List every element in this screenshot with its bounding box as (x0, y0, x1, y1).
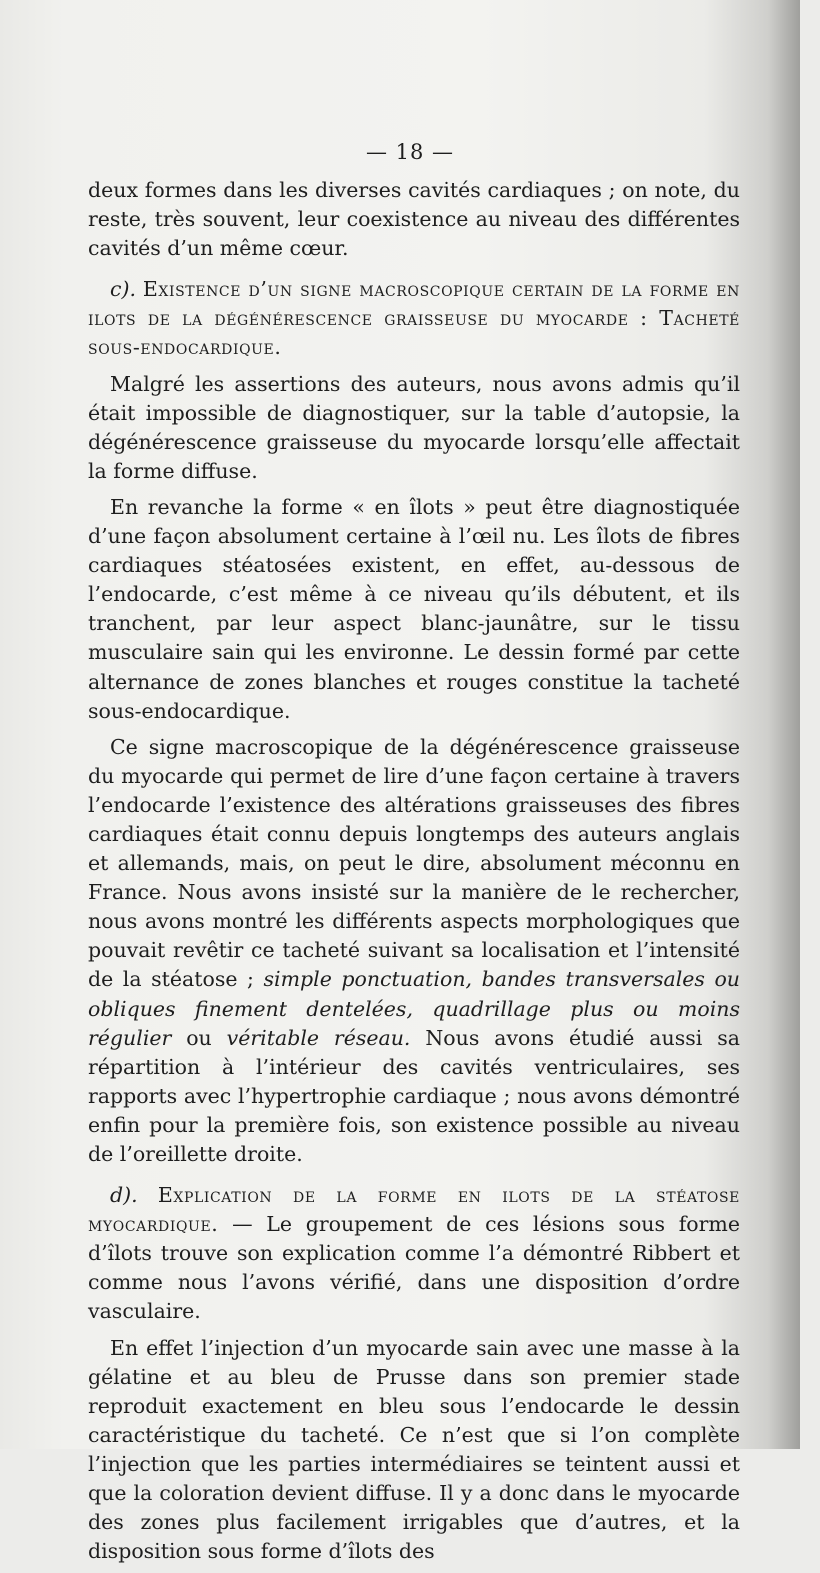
section-c-heading (88, 275, 740, 362)
paragraph-signe-italic-1: simple ponctuation, bandes transversales ou obliques finement dentelées, quadrillage plus ou moins régulier (88, 967, 740, 1050)
section-c-title: Existence d’un signe macroscopique certain de la forme en ilots de la dégénérescence graisseuse du myocarde : Tacheté sous-endocardique. (88, 277, 740, 360)
section-d-heading (88, 1181, 740, 1326)
paragraph-injection: En effet l’injection d’un myocarde sain avec une masse à la gélatine et au bleu de Prusse dans son premier stade reproduit exactement en bleu sous l’endocarde le dessin caractéristique du tacheté. Ce n’est que si l’on complète l’injection que les parties intermédiaires se teintent aussi et que la coloration devient diffuse. Il y a donc dans le myocarde des zones plus facilement irrigables que d’autres, et la disposition sous forme d’îlots des (88, 1335, 740, 1564)
paragraph-signe-text-a: Ce signe macroscopique de la dégénérescence graisseuse du myocarde qui permet de lire d’une façon certaine à travers l’endocarde l’existence des altérations graisseuses des fibres cardiaques était connu depuis longtemps des auteurs anglais et allemands, mais, on peut le dire, absolument méconnu en France. Nous avons insisté sur la manière de le rechercher, nous avons montré les différents aspects morphologiques que pouvait revêtir ce tacheté suivant sa localisation et l’intensité de la stéatose ; (88, 734, 740, 992)
paragraph-continuation: deux formes dans les diverses cavités cardiaques ; on note, du reste, très souvent, leur coexistence au niveau des différentes cavités d’un même cœur. (88, 178, 740, 261)
section-d-title: Explication de la forme en ilots de la stéatose myocardique. (88, 1183, 740, 1237)
page-number: — 18 — (365, 140, 455, 164)
section-d-text: — Le groupement de ces lésions sous forme d’îlots trouve son explication comme l’a démontré Ribbert et comme nous l’avons vérifié, dans une disposition d’ordre vasculaire. (88, 1212, 740, 1324)
body-text (88, 176, 740, 1573)
paragraph-diagnosis: Malgré les assertions des auteurs, nous avons admis qu’il était impossible de diagnostiquer, sur la table d’autopsie, la dégénérescence graisseuse du myocarde lorsqu’elle affectait la forme diffuse. (88, 371, 740, 483)
paragraph-ilots: En revanche la forme « en îlots » peut être diagnostiquée d’une façon absolument certaine à l’œil nu. Les îlots de fibres cardiaques stéatosées existent, en effet, au-dessous de l’endocarde, c’est même à ce niveau qu’ils débutent, et ils tranchent, par leur aspect blanc-jaunâtre, sur le tissu musculaire sain qui les environne. Le dessin formé par cette alternance de zones blanches et rouges constitue la tacheté sous-endocardique. (88, 494, 740, 723)
paragraph-signe-connector: ou (186, 1025, 212, 1050)
paragraph-signe-macroscopique (88, 733, 740, 1169)
paragraph-signe-text-b: Nous avons étudié aussi sa répartition à l’intérieur des cavités ventriculaires, ses rapports avec l’hypertrophie cardiaque ; nous avons démontré enfin pour la première fois, son existence possible au niveau de l’oreillette droite. (88, 1025, 740, 1166)
section-d-label: d). (110, 1183, 138, 1208)
paragraph-signe-italic-2: véritable réseau. (226, 1025, 411, 1050)
section-c-label: c). (110, 277, 136, 302)
